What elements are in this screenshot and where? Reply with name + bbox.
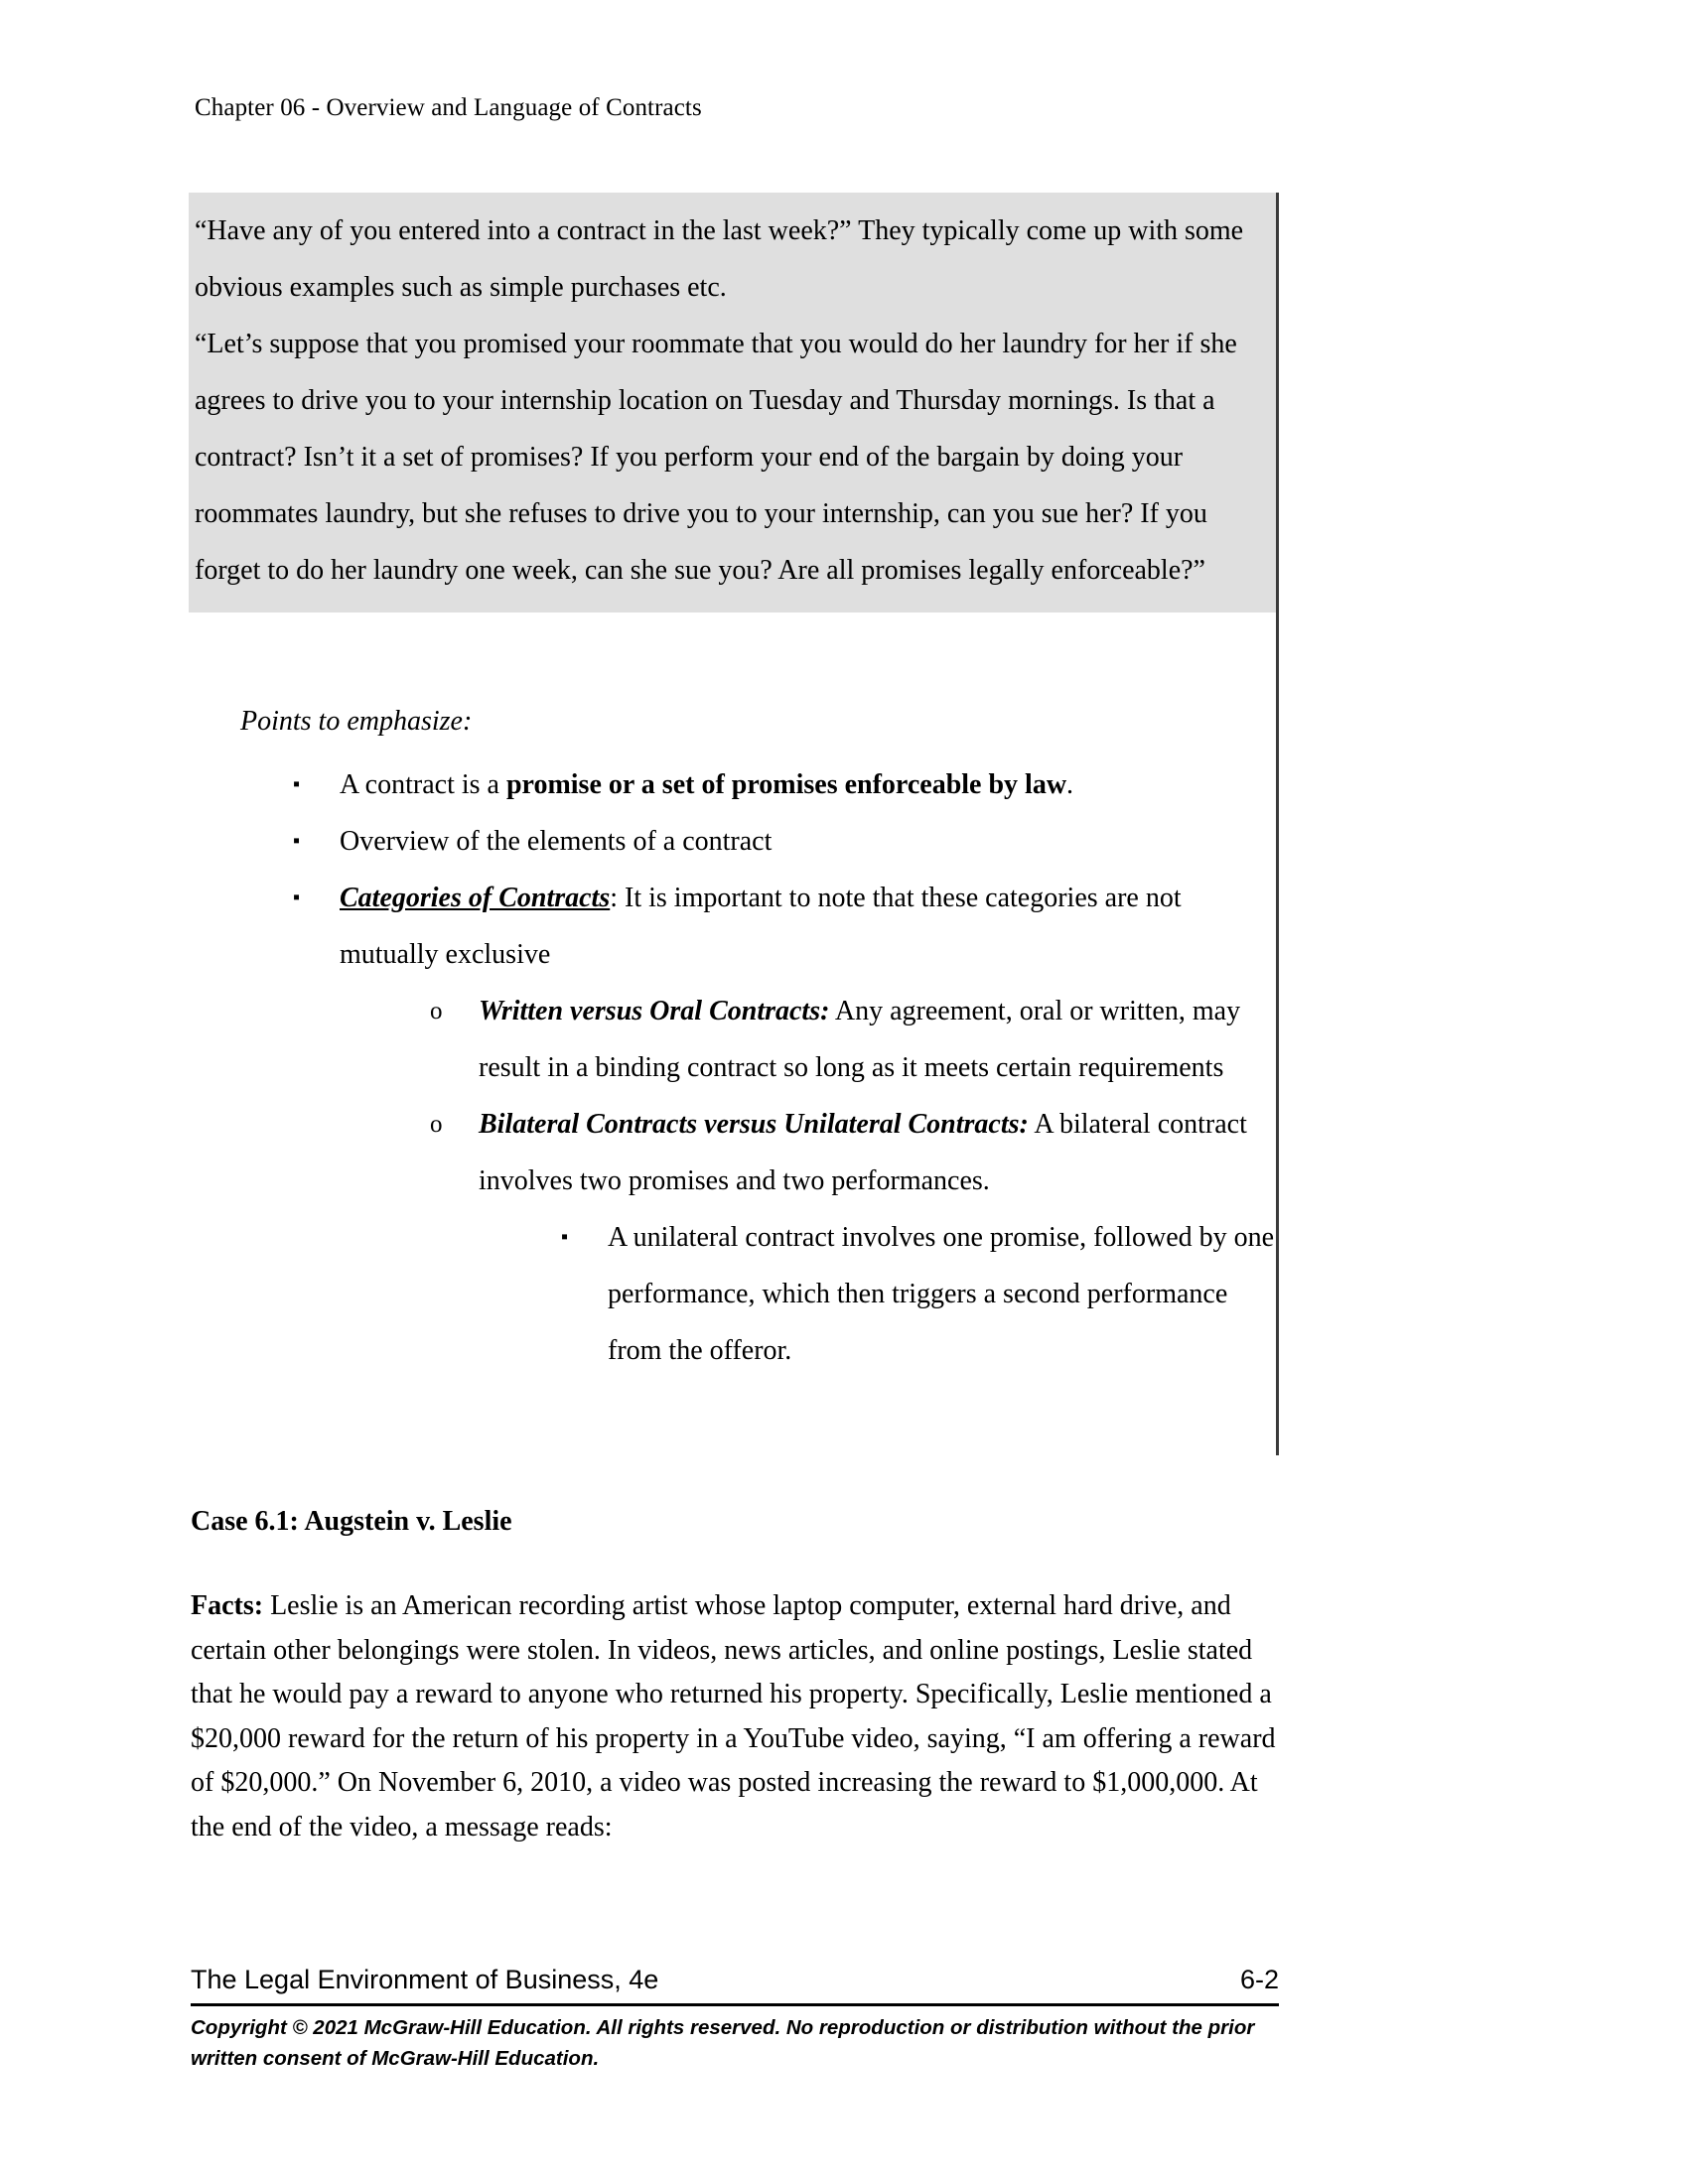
- list-item: [189, 983, 1276, 1096]
- vertical-rule: [1276, 193, 1279, 1455]
- shaded-quote-block: [189, 193, 1277, 613]
- list-item-trail: A unilateral contract involves one promise, followed by one performance, which then triggers a second performance from the offeror.: [608, 1222, 1275, 1366]
- case-heading: Case 6.1: Augstein v. Leslie: [191, 1506, 512, 1537]
- list-item: [189, 756, 1276, 813]
- list-item-trail: Any agreement, oral or written, may result in a binding contract so long as it meets certain requirements: [479, 996, 1241, 1083]
- running-header: Chapter 06 - Overview and Language of Contracts: [195, 94, 702, 121]
- list-item-trail: A bilateral contract involves two promises and two performances.: [479, 1109, 1247, 1196]
- list-item-emphasis: Bilateral Contracts versus Unilateral Contracts:: [479, 1109, 1029, 1140]
- square-bullet-icon: ▪: [561, 1226, 569, 1248]
- circle-bullet-icon: o: [430, 998, 443, 1024]
- footer-title-row: [191, 1960, 1279, 2006]
- quote-paragraph-1: “Have any of you entered into a contract in the last week?” They typically come up with some obvious examples such as simple purchases etc.: [195, 215, 1244, 303]
- list-item: [189, 870, 1276, 983]
- list-item-trail: : It is important to note that these categories are not mutually exclusive: [340, 883, 1182, 970]
- page-footer: [191, 1960, 1279, 2074]
- footer-page-number: 6-2: [1239, 1965, 1279, 1994]
- list-item-lead: Overview of the elements of a contract: [340, 826, 773, 857]
- list-item: [189, 1209, 1276, 1379]
- footer-book-title: The Legal Environment of Business, 4e: [191, 1965, 659, 1994]
- list-item: [189, 813, 1276, 870]
- circle-bullet-icon: o: [430, 1111, 443, 1138]
- list-item-bold: promise or a set of promises enforceable by law: [505, 769, 1067, 800]
- footer-copyright: Copyright © 2021 McGraw-Hill Education. All rights reserved. No reproduction or distribution without the prior written consent of McGraw-Hill Education.: [191, 2016, 1255, 2070]
- facts-label: Facts:: [191, 1590, 264, 1621]
- points-to-emphasize-heading: Points to emphasize:: [240, 706, 473, 737]
- list-item-trail: .: [1066, 769, 1074, 800]
- square-bullet-icon: ▪: [293, 887, 301, 908]
- square-bullet-icon: ▪: [293, 830, 301, 852]
- square-bullet-icon: ▪: [293, 773, 301, 795]
- quote-paragraph-2: “Let’s suppose that you promised your roommate that you would do her laundry for her if she agrees to drive you to your internship location on Tuesday and Thursday mornings. Is that a contract? Isn’t it a set of promises? If you perform your end of the bargain by doing your roommates laundry, but she refuses to drive you to your internship, can you sue her? If you forget to do her laundry one week, can she sue you? Are all promises legally enforceable?”: [195, 329, 1237, 586]
- list-item-lead: A contract is a: [340, 769, 506, 800]
- facts-body: Leslie is an American recording artist whose laptop computer, external hard drive, and certain other belongings were stolen. In videos, news articles, and online postings, Leslie stated that he would pay a reward to anyone who returned his property. Specifically, Leslie mentioned a $20,000 reward for the return of his property in a YouTube video, saying, “I am offering a reward of $20,000.” On November 6, 2010, a video was posted increasing the reward to $1,000,000. At the end of the video, a message reads:: [191, 1590, 1276, 1843]
- list-item-emphasis: Categories of Contracts: [340, 883, 611, 913]
- list-item: [189, 1096, 1276, 1209]
- list-item-emphasis: Written versus Oral Contracts:: [479, 996, 830, 1026]
- outline-section: [189, 701, 1276, 1379]
- facts-paragraph: [191, 1584, 1281, 1849]
